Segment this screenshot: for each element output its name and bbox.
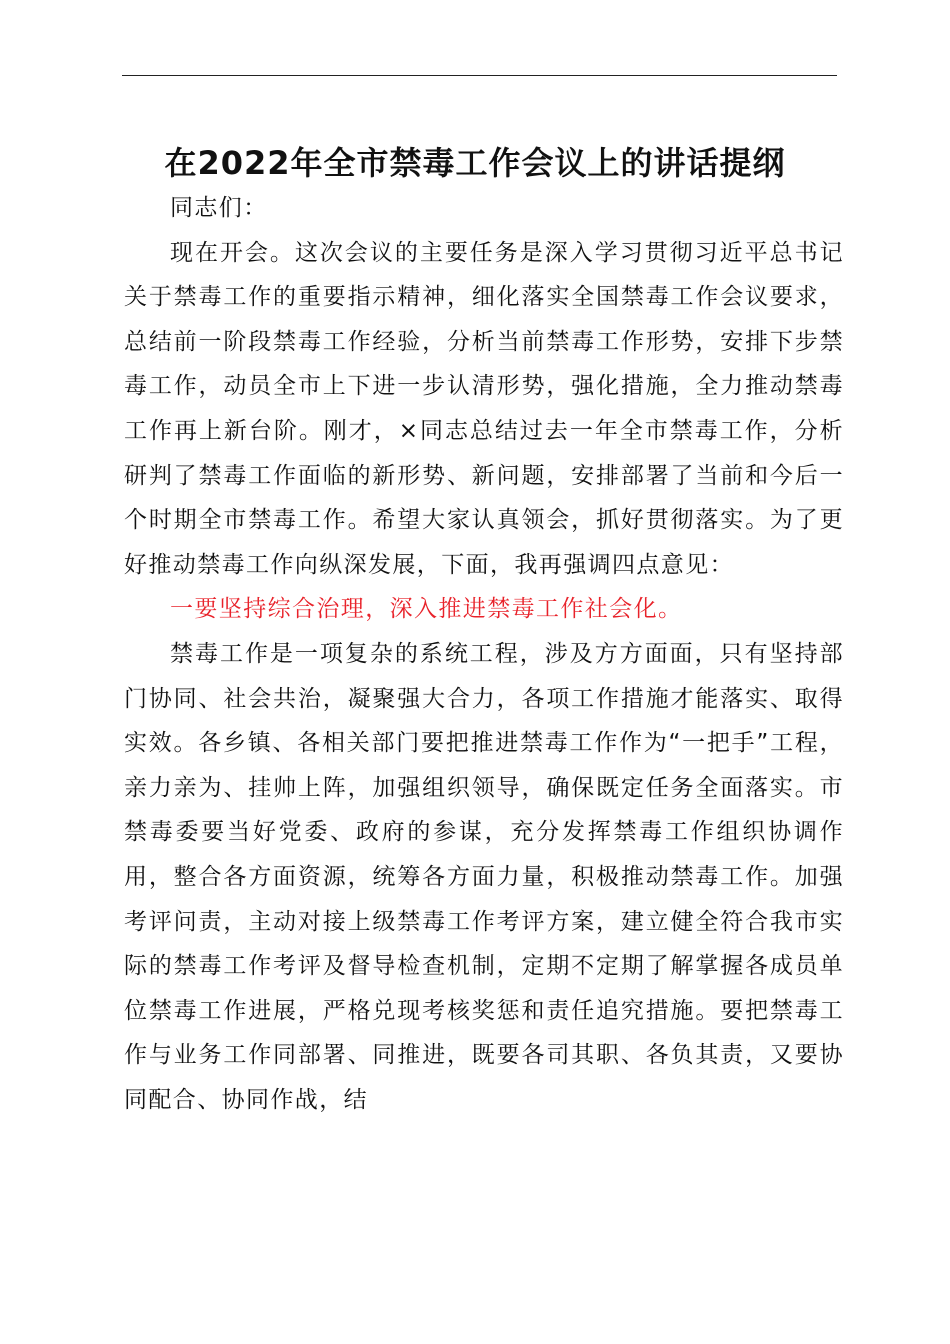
header-rule [122,75,837,76]
document-body [124,186,844,1122]
salutation: 同志们： [170,195,268,221]
document-title: 在2022年全市禁毒工作会议上的讲话提纲 [164,144,786,182]
section-heading-1: 一要坚持综合治理，深入推进禁毒工作社会化。 [170,596,683,623]
intro-paragraph: 现在开会。这次会议的主要任务是深入学习贯彻习近平总书记关于禁毒工作的重要指示精神，细化落实全国禁毒工作会议要求，总结前一阶段禁毒工作经验，分析当前禁毒工作形势，安排下步禁毒工作，动员全市上下进一步认清形势，强化措施，全力推动禁毒工作再上新台阶。刚才，×同志总结过去一年全市禁毒工作，分析研判了禁毒工作面临的新形势、新问题，安排部署了当前和今后一个时期全市禁毒工作。希望大家认真领会，抓好贯彻落实。为了更好推动禁毒工作向纵深发展，下面，我再强调四点意见： [124,239,844,578]
section-1-paragraph: 禁毒工作是一项复杂的系统工程，涉及方方面面，只有坚持部门协同、社会共治，凝聚强大合力，各项工作措施才能落实、取得实效。各乡镇、各相关部门要把推进禁毒工作作为“一把手”工程，亲力亲为、挂帅上阵，加强组织领导，确保既定任务全面落实。市禁毒委要当好党委、政府的参谋，充分发挥禁毒工作组织协调作用，整合各方面资源，统筹各方面力量，积极推动禁毒工作。加强考评问责，主动对接上级禁毒工作考评方案，建立健全符合我市实际的禁毒工作考评及督导检查机制，定期不定期了解掌握各成员单位禁毒工作进展，严格兑现考核奖惩和责任追究措施。要把禁毒工作与业务工作同部署、同推进，既要各司其职、各负其责，又要协同配合、协同作战，结 [124,640,844,1113]
